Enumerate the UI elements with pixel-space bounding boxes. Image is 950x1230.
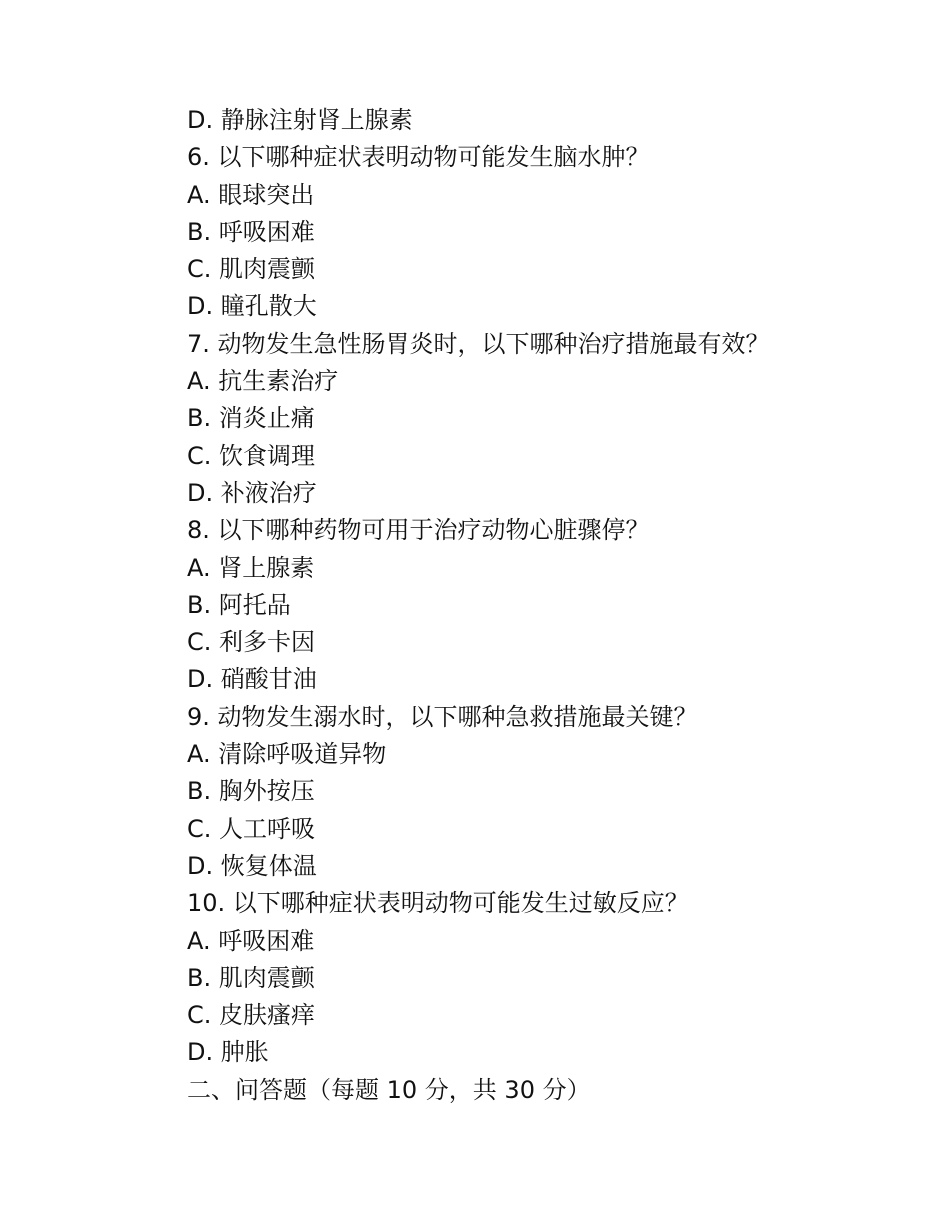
option-10-b: B. 肌肉震颤: [187, 963, 315, 992]
option-10-d: D. 肿胀: [187, 1038, 269, 1067]
question-6: 6. 以下哪种症状表明动物可能发生脑水肿？: [187, 143, 650, 172]
option-9-d: D. 恢复体温: [187, 851, 317, 880]
option-7-d: D. 补液治疗: [187, 478, 317, 507]
option-6-b: B. 呼吸困难: [187, 217, 315, 246]
question-9: 9. 动物发生溺水时，以下哪种急救措施最关键？: [187, 702, 698, 731]
section-heading-short-answer: 二、问答题（每题 10 分，共 30 分）: [187, 1075, 591, 1104]
option-7-b: B. 消炎止痛: [187, 404, 315, 433]
question-10: 10. 以下哪种症状表明动物可能发生过敏反应？: [187, 889, 689, 918]
option-9-b: B. 胸外按压: [187, 777, 315, 806]
option-7-a: A. 抗生素治疗: [187, 367, 339, 396]
option-8-d: D. 硝酸甘油: [187, 665, 317, 694]
option-7-c: C. 饮食调理: [187, 441, 316, 470]
option-9-a: A. 清除呼吸道异物: [187, 740, 387, 769]
option-8-a: A. 肾上腺素: [187, 553, 315, 582]
option-6-a: A. 眼球突出: [187, 180, 315, 209]
option-5-d: D. 静脉注射肾上腺素: [187, 106, 413, 134]
option-9-c: C. 人工呼吸: [187, 814, 316, 843]
option-6-c: C. 肌肉震颤: [187, 255, 316, 284]
question-8: 8. 以下哪种药物可用于治疗动物心脏骤停？: [187, 516, 650, 545]
question-7: 7. 动物发生急性肠胃炎时，以下哪种治疗措施最有效？: [187, 329, 770, 358]
option-10-a: A. 呼吸困难: [187, 926, 315, 955]
document-body: [187, 102, 887, 1109]
option-10-c: C. 皮肤瘙痒: [187, 1001, 316, 1030]
option-8-b: B. 阿托品: [187, 590, 291, 619]
option-8-c: C. 利多卡因: [187, 628, 316, 657]
option-6-d: D. 瞳孔散大: [187, 292, 317, 321]
